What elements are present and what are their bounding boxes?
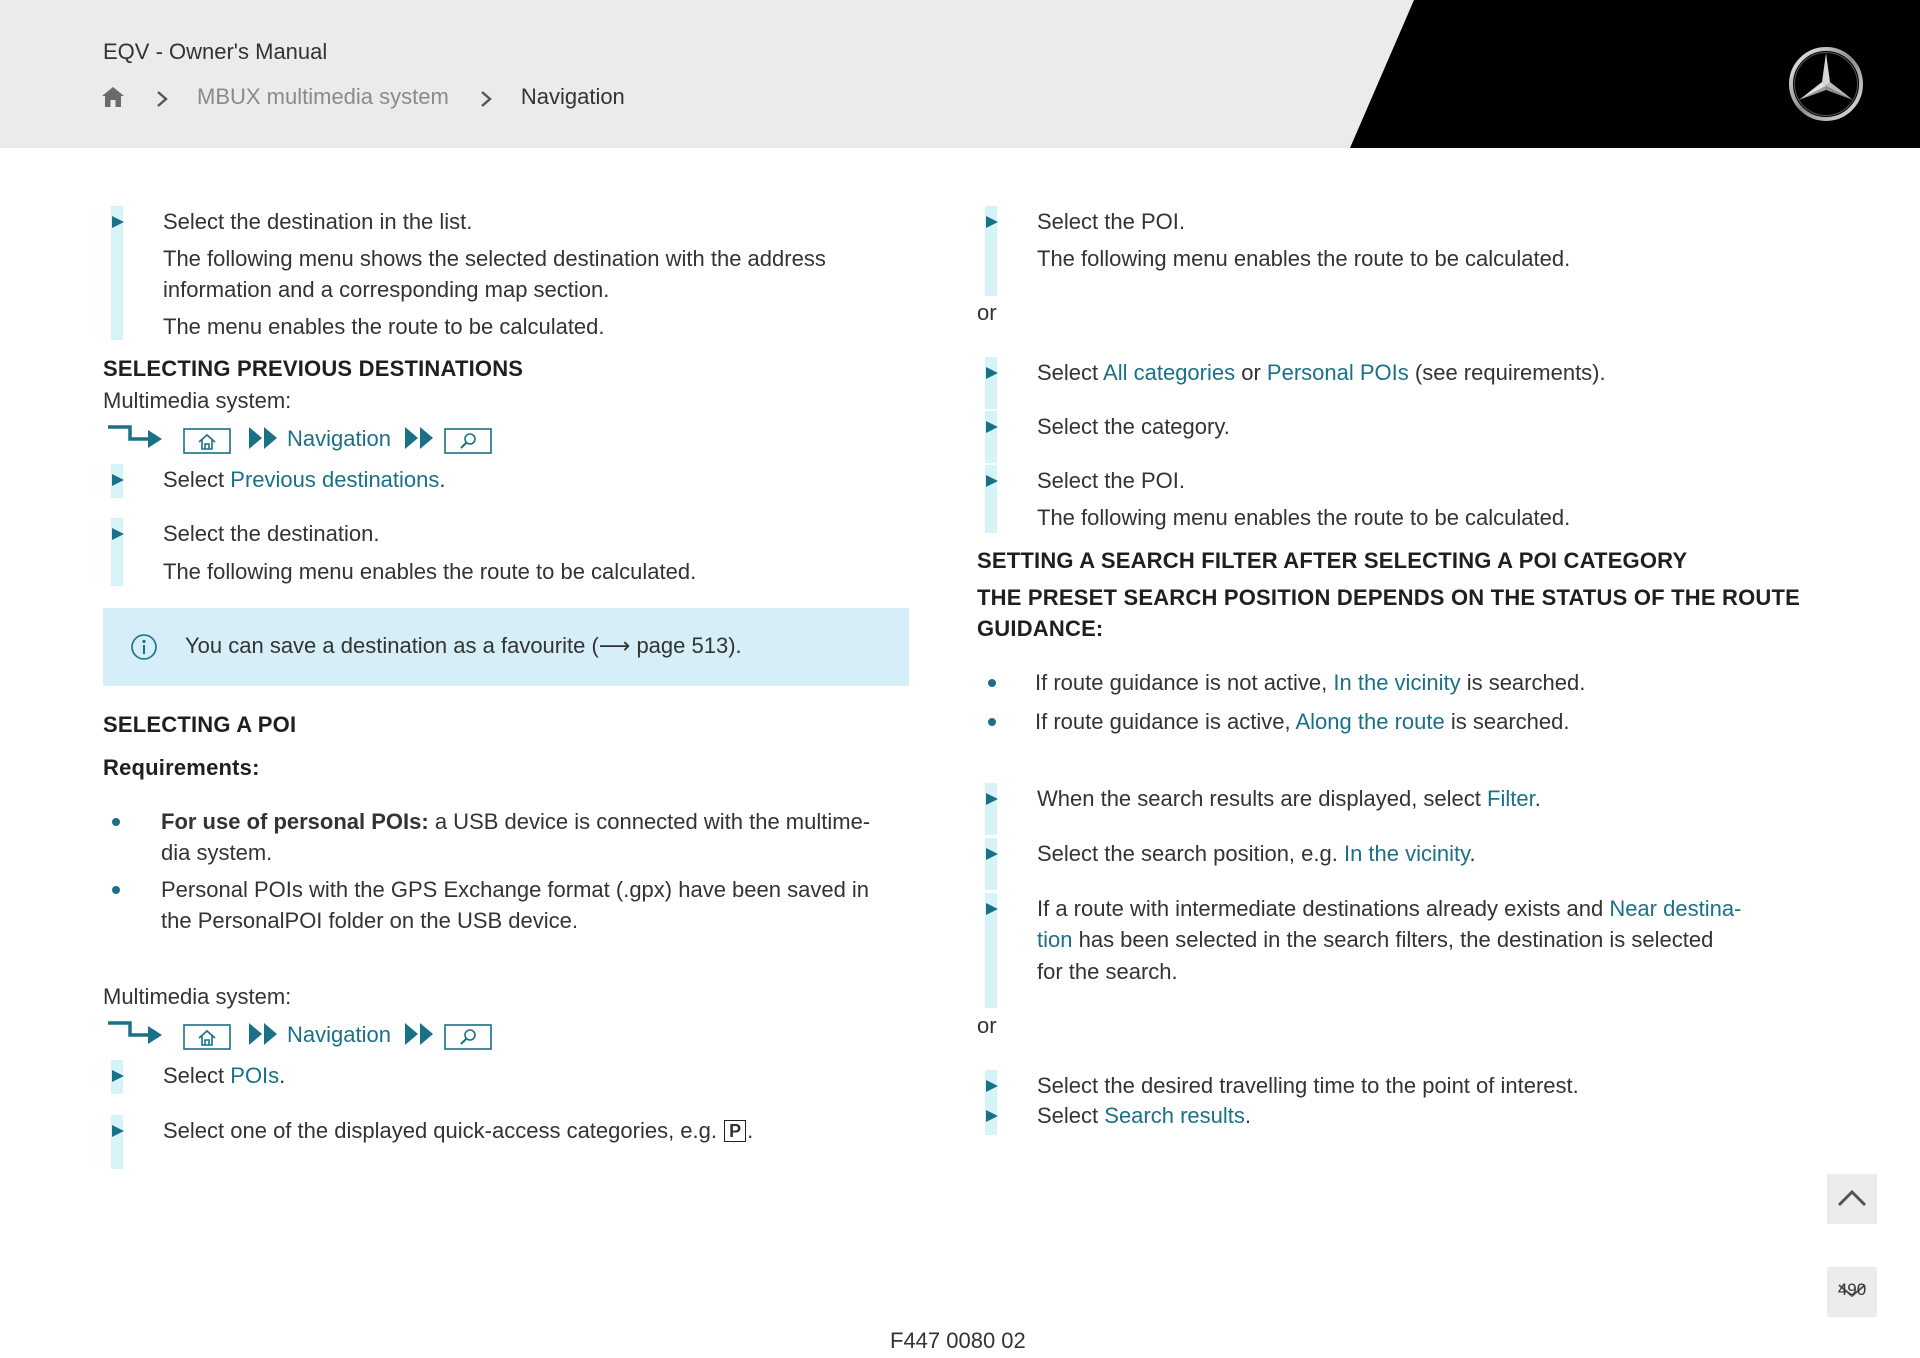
step-arrow-icon <box>111 1069 125 1083</box>
info-note-text: You can save a destination as a favourite (⟶ page 513). <box>185 633 742 658</box>
or-separator: or <box>977 300 997 325</box>
step-title: Select the search position, e.g. In the vicinity. <box>1037 841 1476 866</box>
requirement-item-continued: dia system. <box>161 840 273 865</box>
step-title: Select the destination in the list. <box>163 209 473 234</box>
requirement-item: For use of personal POIs: a USB device is connected with the multime- <box>161 809 871 834</box>
double-chevron-icon <box>248 1022 280 1046</box>
info-note-box <box>103 608 909 686</box>
navigation-menu-link[interactable]: Navigation <box>287 426 391 451</box>
step-title-continued: for the search. <box>1037 959 1178 984</box>
breadcrumb-item-navigation[interactable]: Navigation <box>520 84 625 109</box>
step-title: Select the desired travelling time to the point of interest. <box>1037 1073 1579 1098</box>
breadcrumb <box>101 82 625 112</box>
step-title: Select All categories or Personal POIs (see requirements). <box>1037 360 1606 385</box>
home-button-icon[interactable] <box>183 428 231 454</box>
condition-item: If route guidance is not active, In the vicinity is searched. <box>1035 670 1586 695</box>
step-bar <box>985 357 997 409</box>
step-arrow-icon <box>985 474 999 488</box>
step-arrow-icon <box>985 1079 999 1093</box>
search-results-link[interactable]: Search results <box>1104 1103 1245 1128</box>
heading-preset-search-position-continued: GUIDANCE: <box>977 616 1104 641</box>
along-the-route-link[interactable]: Along the route <box>1295 709 1445 734</box>
step-arrow-icon <box>111 215 125 229</box>
heading-selecting-previous-destinations: SELECTING PREVIOUS DESTINATIONS <box>103 356 524 381</box>
step-title: Select the POI. <box>1037 209 1185 234</box>
start-path-arrow-icon <box>108 1020 168 1050</box>
chevron-up-icon <box>1827 1174 1877 1224</box>
step-title: Select the destination. <box>163 521 380 546</box>
step-bar <box>985 411 997 463</box>
scroll-to-top-button[interactable] <box>1827 1174 1877 1224</box>
step-title: Select Search results. <box>1037 1103 1252 1128</box>
requirements-label: Requirements: <box>103 755 260 780</box>
chevron-right-icon <box>155 88 169 106</box>
bullet-dot <box>112 886 120 894</box>
multimedia-label: Multimedia system: <box>103 388 292 413</box>
step-arrow-icon <box>111 527 125 541</box>
step-title-continued: tion has been selected in the search filters, the destination is selected <box>1037 927 1714 952</box>
step-title: Select POIs. <box>163 1063 286 1088</box>
requirement-item: Personal POIs with the GPS Exchange format (.gpx) have been saved in <box>161 877 870 902</box>
step-result-line: The following menu enables the route to be calculated. <box>163 559 697 584</box>
info-icon <box>130 633 158 661</box>
step-result-line: information and a corresponding map section. <box>163 277 610 302</box>
step-bar <box>985 838 997 890</box>
nav-path <box>108 1020 508 1050</box>
all-categories-link[interactable]: All categories <box>1103 360 1236 385</box>
in-the-vicinity-link[interactable]: In the vicinity <box>1333 670 1461 695</box>
heading-preset-search-position: THE PRESET SEARCH POSITION DEPENDS ON THE STATUS OF THE ROUTE <box>977 585 1801 610</box>
page-header <box>0 0 1920 148</box>
double-chevron-icon <box>404 426 436 450</box>
heading-selecting-a-poi: SELECTING A POI <box>103 712 297 737</box>
step-title: Select the POI. <box>1037 468 1185 493</box>
step-arrow-icon <box>111 473 125 487</box>
multimedia-label: Multimedia system: <box>103 984 292 1009</box>
bullet-dot <box>988 718 996 726</box>
step-result-line: The following menu enables the route to be calculated. <box>1037 505 1571 530</box>
page-number: 490 <box>1837 1280 1867 1299</box>
document-code: F447 0080 02 <box>890 1328 1026 1353</box>
nav-path <box>108 424 508 454</box>
step-arrow-icon <box>985 366 999 380</box>
page-number-control[interactable] <box>1827 1267 1877 1317</box>
search-button-icon[interactable] <box>444 428 492 454</box>
step-title: Select one of the displayed quick-access categories, e.g. P . <box>163 1118 754 1143</box>
pois-link[interactable]: POIs <box>230 1063 280 1088</box>
personal-pois-link[interactable]: Personal POIs <box>1266 360 1409 385</box>
heading-setting-search-filter: SETTING A SEARCH FILTER AFTER SELECTING A POI CATEGORY <box>977 548 1688 573</box>
home-button-icon[interactable] <box>183 1024 231 1050</box>
step-title: Select Previous destinations. <box>163 467 446 492</box>
breadcrumb-item-mbux[interactable]: MBUX multimedia system <box>197 84 449 109</box>
step-title: When the search results are displayed, select Filter. <box>1037 786 1541 811</box>
search-button-icon[interactable] <box>444 1024 492 1050</box>
near-destination-link[interactable]: tion <box>1037 927 1073 952</box>
or-separator: or <box>977 1013 997 1038</box>
step-title: Select the category. <box>1037 414 1230 439</box>
step-bar <box>985 783 997 835</box>
filter-link[interactable]: Filter <box>1487 786 1535 811</box>
step-arrow-icon <box>985 792 999 806</box>
in-the-vicinity-link[interactable]: In the vicinity <box>1343 841 1470 866</box>
start-path-arrow-icon <box>108 424 168 454</box>
step-title: If a route with intermediate destinations already exists and Near destina- <box>1037 896 1742 921</box>
requirement-item-continued: the PersonalPOI folder on the USB device. <box>161 908 579 933</box>
bullet-dot <box>988 679 996 687</box>
step-result-line: The following menu enables the route to be calculated. <box>1037 246 1571 271</box>
step-arrow-icon <box>985 1109 999 1123</box>
parking-key-icon: P <box>724 1120 746 1142</box>
double-chevron-icon <box>404 1022 436 1046</box>
step-arrow-icon <box>985 215 999 229</box>
previous-destinations-link[interactable]: Previous destinations <box>230 467 440 492</box>
navigation-menu-link[interactable]: Navigation <box>287 1022 391 1047</box>
condition-item: If route guidance is active, Along the route is searched. <box>1035 709 1570 734</box>
step-arrow-icon <box>111 1124 125 1138</box>
step-arrow-icon <box>985 902 999 916</box>
step-result-line: The menu enables the route to be calculated. <box>163 314 605 339</box>
home-icon[interactable] <box>101 86 125 108</box>
double-chevron-icon <box>248 426 280 450</box>
chevron-right-icon <box>479 88 493 106</box>
step-arrow-icon <box>985 420 999 434</box>
bullet-dot <box>112 818 120 826</box>
brand-star-logo <box>1788 46 1864 122</box>
step-result-line: The following menu shows the selected destination with the address <box>163 246 826 271</box>
step-arrow-icon <box>985 847 999 861</box>
near-destination-link[interactable]: Near destina- <box>1609 896 1742 921</box>
document-title: EQV - Owner's Manual <box>103 39 328 64</box>
